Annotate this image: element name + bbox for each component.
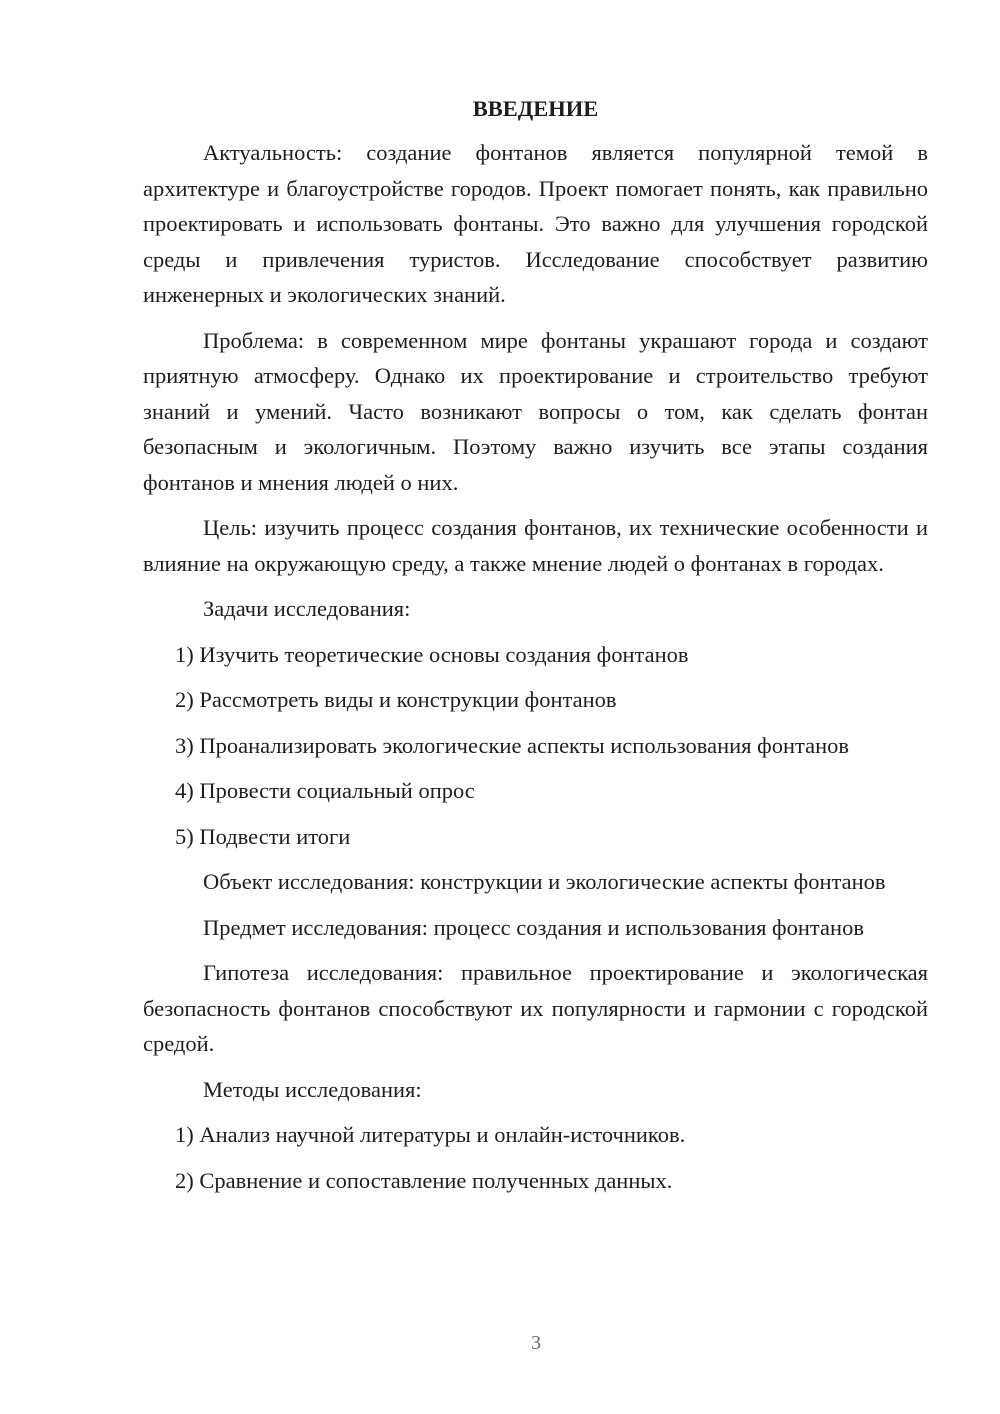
list-item-task-2: 2) Рассмотреть виды и конструкции фонтанов xyxy=(175,687,617,712)
list-item-task-1: 1) Изучить теоретические основы создания фонтанов xyxy=(175,641,689,667)
goal-paragraph: Цель: изучить процесс создания фонтанов, их технические особенности и влияние на окружающую среду, а также мнение людей о фонтанах в городах. xyxy=(143,515,928,576)
hypothesis-paragraph: Гипотеза исследования: правильное проектирование и экологическая безопасность фонтанов способствуют их популярности и гармонии с городской средой. xyxy=(143,960,928,1056)
list-item-task-5: 5) Подвести итоги xyxy=(175,823,351,849)
list-item-task-4: 4) Провести социальный опрос xyxy=(175,778,475,803)
subject-paragraph: Предмет исследования: процесс создания и использования фонтанов xyxy=(203,914,864,940)
page-title: ВВЕДЕНИЕ xyxy=(472,96,599,121)
tasks-heading: Задачи исследования: xyxy=(203,596,411,621)
list-item-task-3: 3) Проанализировать экологические аспекты использования фонтанов xyxy=(175,732,850,758)
relevance-paragraph: Актуальность: создание фонтанов является популярной темой в архитектуре и благоустройстве городов. Проект помогает понять, как правильно проектировать и использовать фонтаны. Это важно для улучшения городской среды и привлечения туристов. Исследование способствует развитию инженерных и экологических знаний. xyxy=(143,140,928,307)
document-page xyxy=(143,90,928,1208)
methods-heading: Методы исследования: xyxy=(203,1076,422,1102)
object-paragraph: Объект исследования: конструкции и экологические аспекты фонтанов xyxy=(203,869,886,894)
problem-paragraph: Проблема: в современном мире фонтаны украшают города и создают приятную атмосферу. Однако их проектирование и строительство требуют знаний и умений. Часто возникают вопросы о том, как сделать фонтан безопасным и экологичным. Поэтому важно изучить все этапы создания фонтанов и мнения людей о них. xyxy=(143,327,928,495)
list-item-method-2: 2) Сравнение и сопоставление полученных данных. xyxy=(175,1167,673,1193)
page-number: 3 xyxy=(531,1332,541,1354)
list-item-method-1: 1) Анализ научной литературы и онлайн-источников. xyxy=(175,1122,686,1147)
